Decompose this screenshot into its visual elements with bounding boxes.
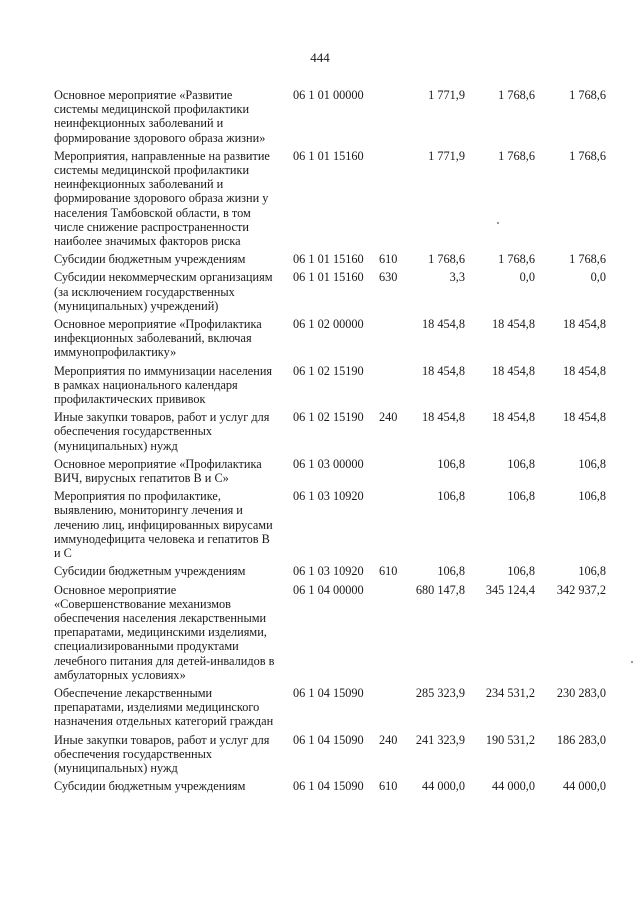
row-value-3: 106,8 (578, 456, 606, 471)
row-value-2: 106,8 (507, 456, 535, 471)
row-value-2: 1 768,6 (498, 88, 535, 102)
row-value-3: 342 937,2 (556, 582, 606, 597)
row-value-2: 18 454,8 (491, 317, 535, 332)
table-row (54, 564, 610, 578)
row-value-3: 18 454,8 (562, 363, 606, 378)
row-code: 06 1 04 15090 (293, 779, 364, 794)
row-vr: 610 (379, 779, 398, 794)
table-row (54, 489, 610, 560)
row-value-1: 44 000,0 (421, 779, 465, 794)
table-row (54, 317, 610, 360)
row-name: Иные закупки товаров, работ и услуг для обеспечения государственных (муниципальных) нужд (54, 410, 270, 453)
row-value-2: 18 454,8 (491, 410, 535, 425)
row-vr: 240 (379, 410, 398, 425)
table-row (54, 410, 610, 453)
row-value-3: 18 454,8 (562, 410, 606, 425)
page-number: 444 (310, 50, 330, 65)
row-vr: 630 (379, 270, 398, 285)
row-name: Мероприятия по профилактике, выявлению, мониторингу лечения и лечению лиц, инфицированных вирусами иммунодефицита человека и гепатитов В и С (54, 489, 273, 561)
row-value-2: 106,8 (507, 489, 535, 504)
row-value-2: 44 000,0 (491, 779, 535, 794)
row-value-1: 285 323,9 (415, 685, 465, 700)
row-value-1: 106,8 (437, 489, 465, 504)
table-row (54, 252, 610, 266)
row-name: Субсидии бюджетным учреждениям (54, 779, 246, 794)
row-value-3: 0,0 (590, 270, 606, 285)
row-name: Мероприятия по иммунизации населения в рамках национального календаря профилактических прививок (54, 363, 273, 407)
row-value-3: 106,8 (578, 564, 606, 579)
table-row (54, 457, 610, 485)
row-name: Субсидии некоммерческим организациям (за исключением государственных (муниципальных) учреждений) (54, 270, 273, 313)
row-vr: 240 (379, 732, 398, 747)
row-value-2: 190 531,2 (485, 732, 535, 747)
row-name: Субсидии бюджетным учреждениям (54, 564, 246, 579)
row-name: Мероприятия, направленные на развитие системы медицинской профилактики неинфекционных заболеваний и формирование здорового образа жизни у населения Тамбовской области, в том числе снижение распространенности наиболее значимых факторов риска (54, 148, 270, 249)
scan-speck (497, 222, 499, 224)
row-value-1: 1 768,6 (428, 252, 465, 267)
row-code: 06 1 03 10920 (293, 489, 364, 504)
budget-table (54, 88, 610, 797)
row-value-2: 234 531,2 (485, 685, 535, 700)
row-value-2: 1 768,6 (498, 252, 535, 267)
row-value-1: 1 771,9 (428, 88, 465, 102)
row-value-3: 106,8 (578, 489, 606, 504)
row-code: 06 1 01 15160 (293, 148, 364, 163)
row-value-3: 1 768,6 (569, 252, 606, 267)
row-code: 06 1 03 10920 (293, 564, 364, 579)
table-row (54, 779, 610, 793)
row-name: Основное мероприятие «Профилактика инфекционных заболеваний, включая иммунопрофилактику» (54, 317, 262, 360)
table-row (54, 583, 610, 682)
row-name: Основное мероприятие «Совершенствование механизмов обеспечения населения лекарственными препаратами, медицинскими изделиями, специализированными продуктами лечебного питания для детей-инвалидов в амбулаторных условиях» (54, 582, 275, 682)
row-vr: 610 (379, 564, 398, 579)
row-value-1: 680 147,8 (415, 582, 465, 597)
row-value-1: 18 454,8 (421, 363, 465, 378)
table-row (54, 686, 610, 729)
row-code: 06 1 02 15190 (293, 363, 364, 378)
row-value-1: 3,3 (449, 270, 465, 285)
table-row (54, 364, 610, 407)
row-name: Обеспечение лекарственными препаратами, изделиями медицинского назначения отдельных категорий граждан (54, 685, 274, 729)
row-value-3: 1 768,6 (569, 148, 606, 163)
row-code: 06 1 02 15190 (293, 410, 364, 425)
row-name: Основное мероприятие «Развитие системы медицинской профилактики неинфекционных заболеваний и формирование здорового образа жизни» (54, 88, 266, 145)
row-code: 06 1 02 00000 (293, 317, 364, 332)
row-value-2: 345 124,4 (485, 582, 535, 597)
row-code: 06 1 04 00000 (293, 582, 364, 597)
row-code: 06 1 01 00000 (293, 88, 364, 102)
row-code: 06 1 01 15160 (293, 252, 364, 267)
row-value-3: 18 454,8 (562, 317, 606, 332)
row-value-3: 186 283,0 (556, 732, 606, 747)
row-value-1: 18 454,8 (421, 317, 465, 332)
table-row (54, 270, 610, 313)
table-row (54, 733, 610, 776)
row-value-2: 0,0 (519, 270, 535, 285)
row-value-1: 106,8 (437, 564, 465, 579)
row-value-3: 230 283,0 (556, 685, 606, 700)
row-value-1: 18 454,8 (421, 410, 465, 425)
row-name: Основное мероприятие «Профилактика ВИЧ, вирусных гепатитов В и С» (54, 456, 262, 486)
row-value-2: 106,8 (507, 564, 535, 579)
row-code: 06 1 01 15160 (293, 270, 364, 285)
table-row (54, 88, 610, 145)
table-row (54, 149, 610, 248)
row-value-2: 18 454,8 (491, 363, 535, 378)
row-value-3: 44 000,0 (562, 779, 606, 794)
row-value-1: 1 771,9 (428, 148, 465, 163)
row-code: 06 1 04 15090 (293, 732, 364, 747)
row-name: Иные закупки товаров, работ и услуг для обеспечения государственных (муниципальных) нужд (54, 732, 270, 775)
row-value-1: 106,8 (437, 456, 465, 471)
row-code: 06 1 04 15090 (293, 685, 364, 700)
scan-speck (631, 661, 633, 663)
row-name: Субсидии бюджетным учреждениям (54, 252, 246, 267)
row-vr: 610 (379, 252, 398, 267)
row-value-3: 1 768,6 (569, 88, 606, 102)
row-code: 06 1 03 00000 (293, 456, 364, 471)
row-value-1: 241 323,9 (415, 732, 465, 747)
row-value-2: 1 768,6 (498, 148, 535, 163)
